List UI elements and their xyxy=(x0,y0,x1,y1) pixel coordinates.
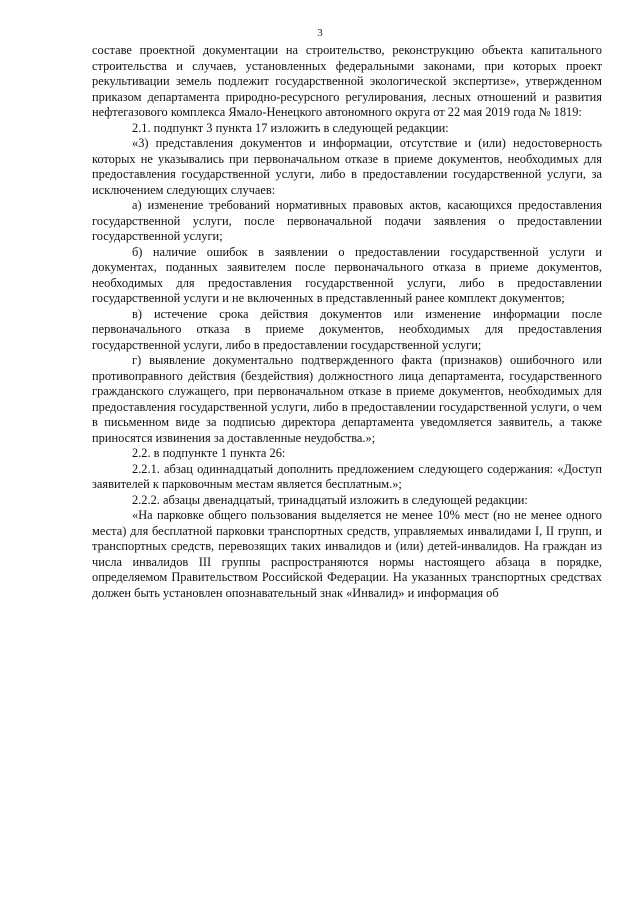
document-body xyxy=(92,43,602,601)
paragraph: 2.2. в подпункте 1 пункта 26: xyxy=(132,446,286,460)
paragraph: «На парковке общего пользования выделяется не менее 10% мест (но не менее одного места) для бесплатной парковки транспортных средств, управляемых инвалидами I, II групп, и транспортных средств, перевозящих таких инвалидов и (или) детей-инвалидов. На граждан из числа инвалидов III группы распространяются нормы настоящего абзаца в порядке, определяемом Правительством Российской Федерации. На указанных транспортных средствах должен быть установлен опознавательный знак «Инвалид» и информация об xyxy=(92,508,602,600)
paragraph: б) наличие ошибок в заявлении о предоставлении государственной услуги и документах, поданных заявителем после первоначального отказа в приеме документов, необходимых для предоставления государственной услуги, либо в предоставлении государственной услуги и не включенных в представленный ранее комплект документов; xyxy=(92,244,602,305)
paragraph: а) изменение требований нормативных правовых актов, касающихся предоставления государственной услуги, после первоначальной подачи заявления о предоставлении государственной услуги; xyxy=(92,198,602,243)
paragraph: г) выявление документально подтвержденного факта (признаков) ошибочного или противоправного действия (бездействия) должностного лица департамента, государственного гражданского служащего, при первоначальном отказе в приеме документов, необходимых для предоставления государственной услуги, либо в предоставлении государственной услуги, о чем в письменном виде за подписью директора департамента уведомляется заявитель, а также приносятся извинения за доставленные неудобства.»; xyxy=(92,353,602,445)
paragraph: в) истечение срока действия документов или изменение информации после первоначального отказа в приеме документов, необходимых для предоставления государственной услуги, либо в предоставлении государственной услуги; xyxy=(92,306,602,352)
paragraph: 2.1. подпункт 3 пункта 17 изложить в следующей редакции: xyxy=(132,120,449,135)
paragraph: 2.2.1. абзац одиннадцатый дополнить предложением следующего содержания: «Доступ заявителей к парковочным местам является бесплатным.»; xyxy=(92,461,602,491)
paragraph: составе проектной документации на строительство, реконструкцию объекта капитального строительства и случаев, установленных федеральными законами, при которых проект рекультивации земель подлежит государственной экологической экспертизе», утвержденном приказом департамента природно-ресурсного регулирования, лесных отношений и развития нефтегазового комплекса Ямало-Ненецкого автономного округа от 22 мая 2019 года № 1819: xyxy=(92,43,602,119)
paragraph: «3) представления документов и информации, отсутствие и (или) недостоверность которых не указывались при первоначальном отказе в приеме документов, необходимых для предоставления государственной услуги, либо в предоставлении государственной услуги, за исключением следующих случаев: xyxy=(92,136,602,197)
paragraph: 2.2.2. абзацы двенадцатый, тринадцатый изложить в следующей редакции: xyxy=(132,492,528,507)
page-number: 3 xyxy=(317,27,323,39)
